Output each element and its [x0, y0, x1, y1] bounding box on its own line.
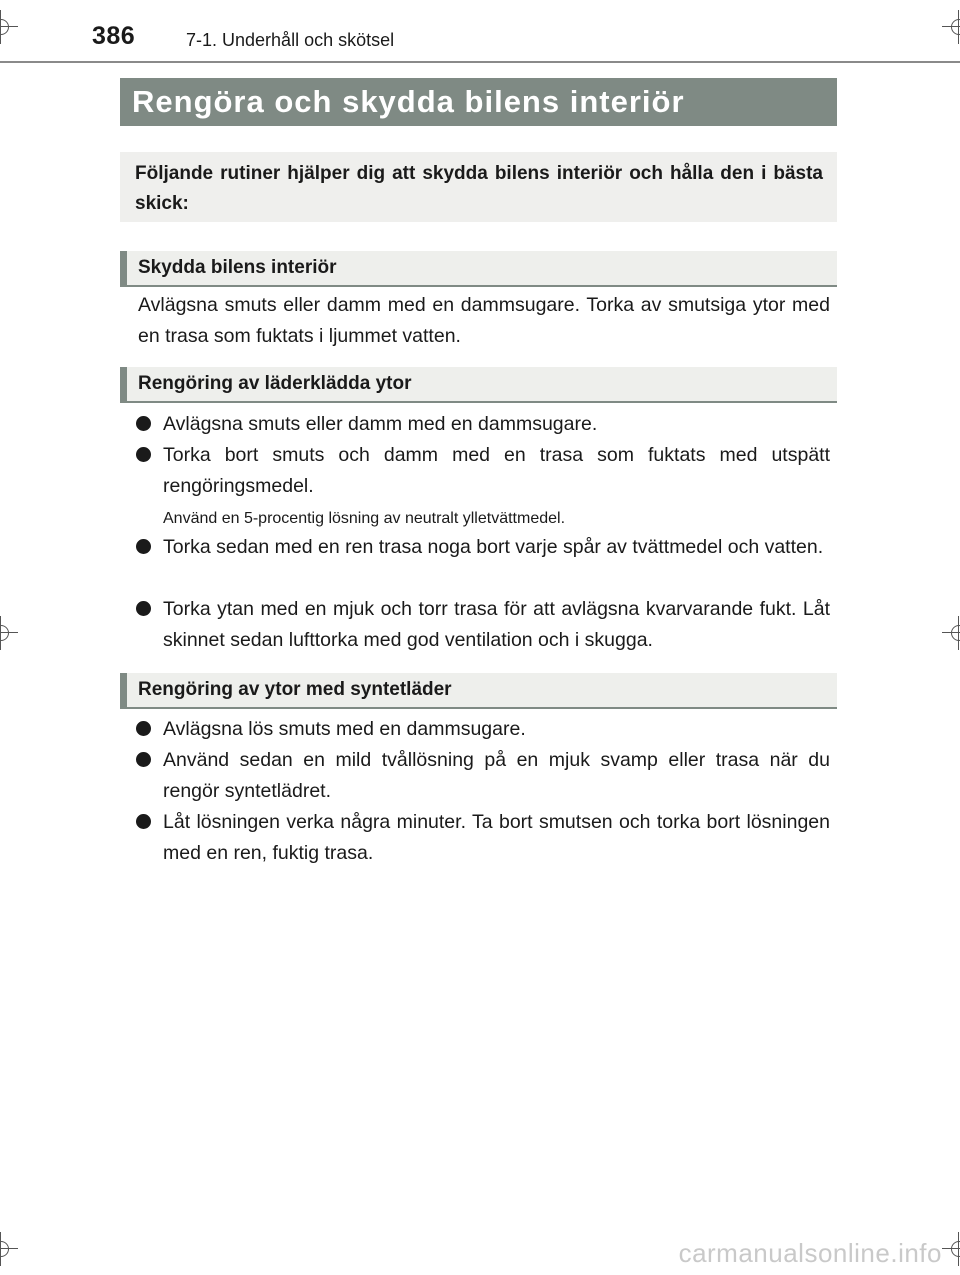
subheading-label: Skydda bilens interiör — [138, 257, 337, 278]
page-title-band — [120, 78, 837, 126]
subheading-bar — [120, 251, 127, 285]
list-item-text: Torka bort smuts och damm med en trasa som fuktats med utspätt rengöringsmedel. — [163, 444, 830, 497]
bullet-dot-icon — [136, 721, 151, 736]
subheading-bar — [120, 367, 127, 401]
bullet-dot-icon — [136, 814, 151, 829]
bullet-dot-icon — [136, 447, 151, 462]
list-item-text: Torka ytan med en mjuk och torr trasa för att avlägsna kvarvarande fukt. Låt skinnet sedan lufttorka med god ventilation och i skugga. — [163, 598, 830, 651]
list-item-text: Torka sedan med en ren trasa noga bort varje spår av tvättmedel och vatten. — [163, 536, 824, 558]
bullet-dot-icon — [136, 601, 151, 616]
crop-mark-mid-right — [942, 616, 960, 650]
crop-mark-top-left — [0, 10, 18, 44]
watermark: carmanualsonline.info — [678, 1238, 942, 1268]
bullet-dot-icon — [136, 539, 151, 554]
note-text: Använd en 5-procentig lösning av neutralt ylletvättmedel. — [163, 510, 566, 527]
subheading-protect-interior — [120, 251, 837, 287]
list-item-text: Låt lösningen verka några minuter. Ta bort smutsen och torka bort lösningen med en ren, fuktig trasa. — [163, 811, 830, 864]
section-label: 7-1. Underhåll och skötsel — [186, 30, 395, 50]
subheading-label: Rengöring av ytor med syntetläder — [138, 679, 452, 700]
subheading-leather — [120, 367, 837, 403]
bullet-dot-icon — [136, 416, 151, 431]
intro-box — [120, 152, 837, 222]
bullet-dot-icon — [136, 752, 151, 767]
crop-mark-mid-left — [0, 616, 18, 650]
intro-text: Följande rutiner hjälper dig att skydda bilens interiör och hålla den i bästa skick: — [135, 163, 823, 214]
page-number: 386 — [92, 22, 136, 50]
header-rule — [0, 61, 960, 63]
list-item-text: Använd sedan en mild tvållösning på en mjuk svamp eller trasa när du rengör syntetlädret. — [163, 749, 830, 802]
list-item-text: Avlägsna smuts eller damm med en dammsugare. — [163, 413, 598, 435]
paragraph-protect-interior: Avlägsna smuts eller damm med en dammsugare. Torka av smutsiga ytor med en trasa som fuktats i ljummet vatten. — [138, 294, 830, 347]
list-item-text: Avlägsna lös smuts med en dammsugare. — [163, 718, 526, 740]
subheading-synthetic-leather — [120, 673, 837, 709]
subheading-label: Rengöring av läderklädda ytor — [138, 373, 412, 394]
crop-mark-bottom-left — [0, 1232, 18, 1266]
crop-mark-top-right — [942, 10, 960, 44]
subheading-bar — [120, 673, 127, 707]
page-title: Rengöra och skydda bilens interiör — [132, 84, 685, 119]
crop-mark-bottom-right — [942, 1232, 960, 1266]
